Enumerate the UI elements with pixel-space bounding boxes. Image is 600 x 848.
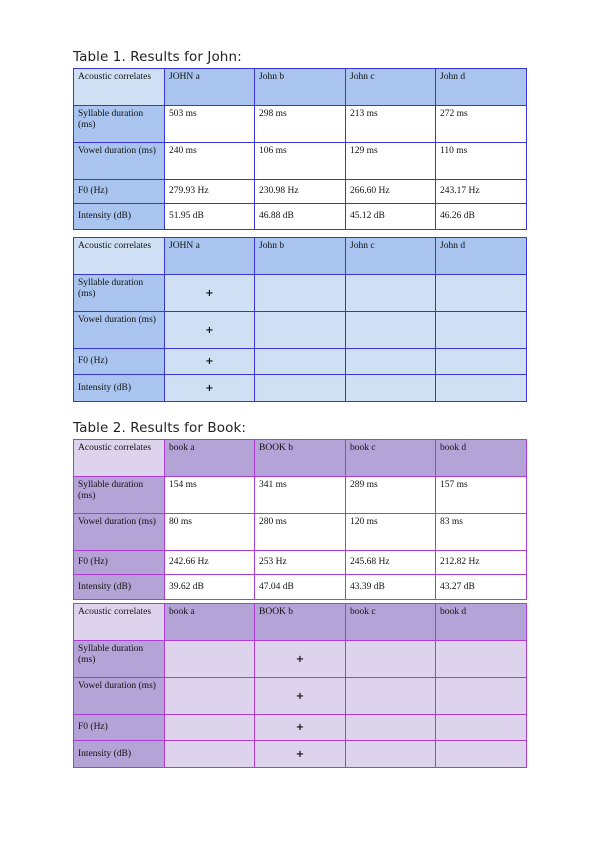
table-row: [74, 715, 527, 741]
value-cell: 341 ms: [255, 477, 346, 514]
value-cell: 157 ms: [436, 477, 527, 514]
row-label-f0: F0 (Hz): [74, 349, 165, 375]
header-book-b: BOOK b: [255, 604, 346, 641]
value-cell: 298 ms: [255, 106, 346, 143]
table-row: [74, 204, 527, 230]
header-john-c: John c: [346, 238, 436, 275]
value-cell: 503 ms: [165, 106, 255, 143]
plus-marker: +: [165, 312, 255, 349]
header-john-b: John b: [255, 238, 346, 275]
value-cell: 46.26 dB: [436, 204, 527, 230]
row-label-syllable-duration: Syllable duration (ms): [74, 477, 165, 514]
row-label-syllable-duration: Syllable duration (ms): [74, 275, 165, 312]
table2-values: [73, 439, 527, 600]
header-acoustic-correlates: Acoustic correlates: [74, 604, 165, 641]
table-row: [74, 312, 527, 349]
table-row: [74, 106, 527, 143]
table-row: [74, 678, 527, 715]
header-book-d: book d: [436, 440, 527, 477]
header-acoustic-correlates: Acoustic correlates: [74, 69, 165, 106]
row-label-intensity: Intensity (dB): [74, 375, 165, 402]
value-cell: 80 ms: [165, 514, 255, 551]
value-cell: 266.60 Hz: [346, 180, 436, 204]
value-cell: 240 ms: [165, 143, 255, 180]
value-cell: 51.95 dB: [165, 204, 255, 230]
table-row: [74, 180, 527, 204]
value-cell: 45.12 dB: [346, 204, 436, 230]
header-john-d: John d: [436, 238, 527, 275]
row-label-syllable-duration: Syllable duration (ms): [74, 106, 165, 143]
header-john-a: JOHN a: [165, 69, 255, 106]
value-cell: 242.66 Hz: [165, 551, 255, 575]
header-acoustic-correlates: Acoustic correlates: [74, 238, 165, 275]
table-row: [74, 641, 527, 678]
plus-marker: +: [165, 349, 255, 375]
value-cell: 213 ms: [346, 106, 436, 143]
table-row: [74, 514, 527, 551]
table-row: [74, 440, 527, 477]
header-book-a: book a: [165, 440, 255, 477]
plus-marker: +: [255, 715, 346, 741]
value-cell: 230.98 Hz: [255, 180, 346, 204]
row-label-vowel-duration: Vowel duration (ms): [74, 514, 165, 551]
value-cell: 120 ms: [346, 514, 436, 551]
header-john-a: JOHN a: [165, 238, 255, 275]
value-cell: 154 ms: [165, 477, 255, 514]
value-cell: 106 ms: [255, 143, 346, 180]
value-cell: 272 ms: [436, 106, 527, 143]
table-row: [74, 575, 527, 600]
plus-marker: +: [165, 375, 255, 402]
row-label-vowel-duration: Vowel duration (ms): [74, 678, 165, 715]
header-acoustic-correlates: Acoustic correlates: [74, 440, 165, 477]
header-book-d: book d: [436, 604, 527, 641]
table-row: [74, 477, 527, 514]
table2-comparison: [73, 603, 527, 768]
row-label-vowel-duration: Vowel duration (ms): [74, 143, 165, 180]
row-label-f0: F0 (Hz): [74, 715, 165, 741]
header-book-a: book a: [165, 604, 255, 641]
header-john-c: John c: [346, 69, 436, 106]
row-label-intensity: Intensity (dB): [74, 741, 165, 768]
header-book-b: BOOK b: [255, 440, 346, 477]
row-label-intensity: Intensity (dB): [74, 575, 165, 600]
table1-comparison: [73, 237, 527, 402]
table-row: [74, 349, 527, 375]
table-row: [74, 375, 527, 402]
row-label-f0: F0 (Hz): [74, 180, 165, 204]
table-row: [74, 143, 527, 180]
value-cell: 110 ms: [436, 143, 527, 180]
value-cell: 39.62 dB: [165, 575, 255, 600]
table-row: [74, 238, 527, 275]
value-cell: 83 ms: [436, 514, 527, 551]
value-cell: 46.88 dB: [255, 204, 346, 230]
value-cell: 129 ms: [346, 143, 436, 180]
value-cell: 253 Hz: [255, 551, 346, 575]
plus-marker: +: [255, 641, 346, 678]
value-cell: 245.68 Hz: [346, 551, 436, 575]
header-book-c: book c: [346, 440, 436, 477]
value-cell: 243.17 Hz: [436, 180, 527, 204]
table-row: [74, 741, 527, 768]
row-label-vowel-duration: Vowel duration (ms): [74, 312, 165, 349]
row-label-syllable-duration: Syllable duration (ms): [74, 641, 165, 678]
plus-marker: +: [165, 275, 255, 312]
value-cell: 212.82 Hz: [436, 551, 527, 575]
value-cell: 47.04 dB: [255, 575, 346, 600]
plus-marker: +: [255, 678, 346, 715]
header-john-b: John b: [255, 69, 346, 106]
value-cell: 279.93 Hz: [165, 180, 255, 204]
value-cell: 43.27 dB: [436, 575, 527, 600]
value-cell: 289 ms: [346, 477, 436, 514]
table1-title: Table 1. Results for John:: [73, 49, 242, 65]
table-row: [74, 604, 527, 641]
table2-title: Table 2. Results for Book:: [73, 420, 247, 436]
header-john-d: John d: [436, 69, 527, 106]
table-row: [74, 551, 527, 575]
table1-values: [73, 68, 527, 230]
plus-marker: +: [255, 741, 346, 768]
table-row: [74, 275, 527, 312]
header-book-c: book c: [346, 604, 436, 641]
row-label-f0: F0 (Hz): [74, 551, 165, 575]
row-label-intensity: Intensity (dB): [74, 204, 165, 230]
table-row: [74, 69, 527, 106]
value-cell: 43.39 dB: [346, 575, 436, 600]
value-cell: 280 ms: [255, 514, 346, 551]
